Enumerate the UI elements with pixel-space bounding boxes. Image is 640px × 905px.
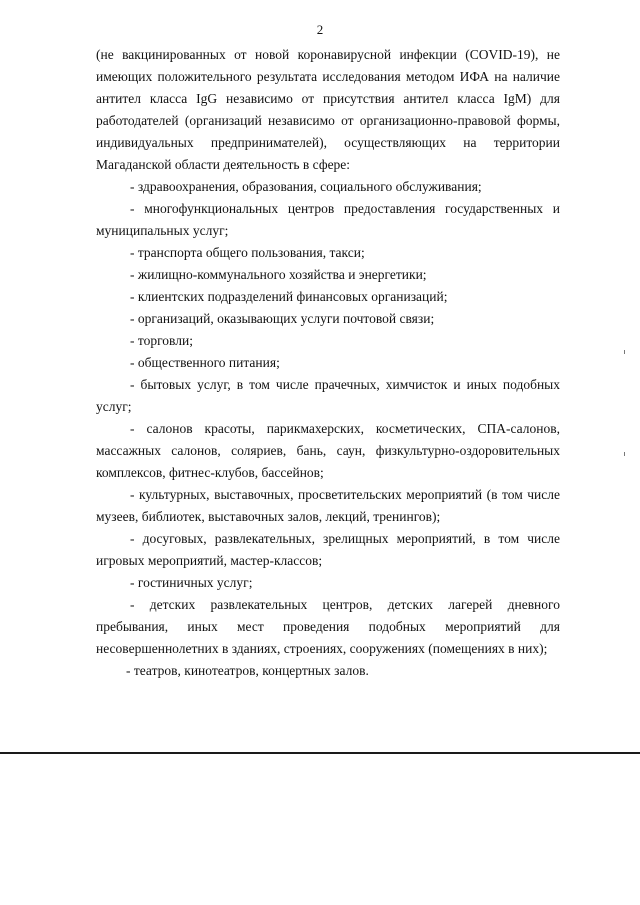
list-item-hotels: - гостиничных услуг; xyxy=(130,575,253,590)
scan-speck xyxy=(624,350,625,354)
list-item-catering: - общественного питания; xyxy=(130,355,280,370)
list-item-trade: - торговли; xyxy=(130,333,193,348)
list-item-theaters: - театров, кинотеатров, концертных залов. xyxy=(126,663,369,678)
list-item-children-centers: - детских развлекательных центров, детских лагерей дневного пребывания, иных мест проведения подобных мероприятий для несовершеннолетних в зданиях, строениях, сооружениях (помещениях в них); xyxy=(96,597,560,656)
document-body xyxy=(96,44,560,682)
list-item-cultural-events: - культурных, выставочных, просветительских мероприятий (в том числе музеев, библиотек, выставочных залов, лекций, тренингов); xyxy=(96,487,560,524)
list-item-beauty-fitness: - салонов красоты, парикмахерских, косметических, СПА-салонов, массажных салонов, соляриев, бань, саун, физкультурно-оздоровительных комплексов, фитнес-клубов, бассейнов; xyxy=(96,421,560,480)
list-item-finance: - клиентских подразделений финансовых организаций; xyxy=(130,289,448,304)
list-item-healthcare: - здравоохранения, образования, социального обслуживания; xyxy=(130,179,482,194)
scan-speck xyxy=(624,452,625,456)
page-bottom-rule xyxy=(0,752,640,754)
list-item-postal: - организаций, оказывающих услуги почтовой связи; xyxy=(130,311,435,326)
list-item-transport: - транспорта общего пользования, такси; xyxy=(130,245,365,260)
page-number: 2 xyxy=(316,22,324,37)
intro-paragraph: (не вакцинированных от новой коронавирусной инфекции (COVID-19), не имеющих положительного результата исследования методом ИФА на наличие антител класса IgG независимо от присутствия антител класса IgM) для работодателей (организаций независимо от организационно-правовой формы, индивидуальных предпринимателей), осуществляющих на территории Магаданской области деятельность в сфере: xyxy=(96,47,560,172)
list-item-mfc: - многофункциональных центров предоставления государственных и муниципальных услуг; xyxy=(96,201,560,238)
list-item-consumer-services: - бытовых услуг, в том числе прачечных, химчисток и иных подобных услуг; xyxy=(96,377,560,414)
list-item-leisure-events: - досуговых, развлекательных, зрелищных мероприятий, в том числе игровых мероприятий, мастер-классов; xyxy=(96,531,560,568)
list-item-housing: - жилищно-коммунального хозяйства и энергетики; xyxy=(130,267,427,282)
